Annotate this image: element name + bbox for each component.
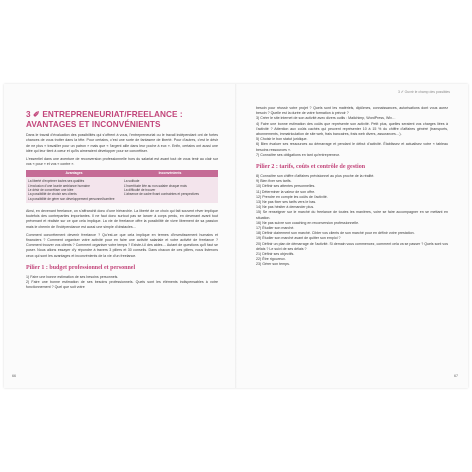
chapter-title-line2: AVANTAGES ET INCONVÉNIENTS [26, 119, 161, 129]
advantage-item: Le désir de concrétiser une idée [28, 188, 74, 192]
list-item: 18) Définir clairement son marché. Cibler vos clients de son marché pour en définir votre prestation. [256, 231, 415, 236]
questions-paragraph: Comment concrètement devenir freelance ? Qu’est-ce que cela implique en termes d’investissement humains et financiers ? Comment organiser votre activité pour en faire une activité salariale et votre activité de freelance ? Comment trouver vos clients ? Comment organiser votre temps ? Existe-t-il des aides… Autant de questions qu’il faut se poser. Nous allons essayer d’y répondre à travers 3 piliers et 30 conseils. Dans chacun de ces piliers, nous listerons ceux qui sont les avantages et inconvénients de la vie d’un freelance. [26, 232, 218, 258]
right-column [256, 106, 448, 268]
disadvantage-item: L’absence de cadre fixant contraintes et perspectives [124, 192, 199, 197]
page-number: 66 [12, 374, 16, 378]
advantage-item: La possibilité de choisir ses clients [28, 192, 77, 197]
list-item: 3) Créer le site internet de son activité avec divers outils : Mailchimp, WordPress, Wix… [256, 116, 396, 121]
list-item: 23) Gérer son temps. [256, 262, 290, 267]
list-item: 9) Bien fixer ses tarifs. [256, 179, 292, 184]
list-item: 14) Ne pas hésiter à demander plus. [256, 205, 315, 210]
continuation-text: besoin pour réussir votre projet ? Quels sont les matériels, diplômes, connaissances, autorisations dont vous aurez besoin ? Quelle est la durée de votre formation à prévoir ? [256, 106, 448, 116]
list-item: 1) Faire une bonne estimation de ses besoins personnels. [26, 274, 119, 279]
disadvantages-cell [122, 177, 218, 202]
right-page [236, 84, 468, 388]
page-number: 67 [454, 374, 458, 378]
list-item: 6) Bien évaluer ses ressources au démarrage et pendant le début d’activité. Établissez et actualisez votre « tableau besoins ressources ». [256, 142, 448, 152]
pillar-2-title: Pilier 2 : tarifs, coûts et contrôle de gestion [256, 164, 366, 171]
freelance-paragraph: Ainsi, en devenant freelance, on s’affranchit donc d’une hiérarchie. La liberté de ce choix qui fait souvent rêver implique toutefois des contreparties importantes. Il ne faut donc surtout pas se lancer à corps perdu, en devenant avant tout prévenant et réaliste sur ce que cela implique. La vie de freelance offre la possibilité de vivre librement de sa passion mais le chemin de l’indépendance est aussi une simple d’obstacles… [26, 208, 218, 229]
pillar-1-list-continued [256, 116, 448, 158]
pillar-1-list [26, 275, 218, 291]
list-item: 19) Étudier son marché avant de quitter son emploi ? [256, 236, 341, 241]
left-column [26, 110, 218, 290]
list-item: 21) Définir ses objectifs. [256, 252, 295, 257]
book-spread [4, 84, 468, 388]
advantages-cell [26, 177, 122, 202]
list-item: 16) Ne pas suivre son coaching en reconversion professionnelle. [256, 220, 360, 225]
pillar-2-list [256, 174, 448, 268]
list-item: 20) Définir un plan de démarrage de l’activité. Si demain vous commencez, comment cela va se passer ? Quels sont vos délais ? Le suivi de ses délais ? [256, 241, 448, 251]
pros-cons-table [26, 170, 218, 202]
list-item: 11) Déterminer la valeur de son offre. [256, 189, 316, 194]
advantage-item: L’exclusion d’une lourde ambiance humaine [28, 183, 90, 188]
intro-paragraph: Dans le travail d’évaluation des possibilités qui s’offrent à vous, l’entrepreneuriat ou le travail indépendant ont de fortes chances de vous trotter dans la tête. Pour certains, c’est une sorte de fantasme de liberté. Pour d’autres, c’est le désir de ne plus « travailler pour un patron » mais que « l’argent aille dans leur poche à eux ». Enfin, certains ont aussi une idée qui leur tient à cœur et qu’ils aimeraient développer pour se concrétiser. [26, 133, 218, 153]
list-item: 22) Être rigoureux. [256, 257, 286, 262]
list-item: 10) Définir ses attentes personnelles. [256, 184, 316, 189]
chapter-title [26, 110, 218, 129]
advantage-item: La liberté d’exprimer toutes ses qualités [28, 179, 85, 184]
advantages-header: Avantages [26, 170, 122, 177]
list-item: 4) Faire une bonne estimation des coûts que représente son activité. Petit plus, quelles seraient vos charges liées à l’activité ? Attention aux coûts cachés qui peuvent représenter 10 à 15 % du chiffre d’affaires généré (transports, abonnements, immatriculation de site web, frais bancaires, frais web divers, assurances…). [256, 121, 448, 137]
list-item: 5) Choisir le bon statut juridique. [256, 137, 308, 142]
pillar-1-title: Pilier 1 : budget professionnel et personnel [26, 264, 136, 271]
essential-paragraph: L’essentiel dans une aventure de reconversion professionnelle hors du salariat est avant tout de vous tenir au clair sur vos « pour » et vos « contre ». [26, 157, 218, 167]
left-page [4, 84, 236, 388]
disadvantage-item: L’incertitude liée au non-salaire chaque mois [124, 183, 187, 188]
list-item: 7) Connaître ses obligations en tant qu’entrepreneur. [256, 152, 340, 157]
running-header: 3 ✐ Ouvrir le champ des possibles [397, 90, 450, 94]
chapter-title-line1: 3 ✐ ENTREPRENEURIAT/FREELANCE : [26, 110, 183, 119]
advantage-item: La possibilité de gérer son développement personnel/carrière [28, 196, 115, 201]
disadvantage-item: La solitude [124, 179, 140, 184]
disadvantage-item: La difficulté de trouver [124, 188, 156, 192]
disadvantages-header: Inconvénients [122, 170, 218, 177]
list-item: 15) Se renseigner sur le marché du freelance de toutes les manières, voire se faire accompagner en se mettant en situation. [256, 210, 448, 220]
list-item: 2) Faire une bonne estimation de ses besoins professionnels. Quels sont les éléments indispensables à votre fonctionnement ? Quel que soit votre [26, 279, 218, 290]
list-item: 13) Ne pas fixer ses tarifs vers le bas. [256, 200, 317, 205]
list-item: 17) Étudier son marché. [256, 226, 295, 231]
list-item: 12) Prendre en compte les coûts de l’activité. [256, 194, 328, 199]
list-item: 8) Connaître son chiffre d’affaires prévisionnel au plus proche de la réalité. [256, 174, 375, 179]
